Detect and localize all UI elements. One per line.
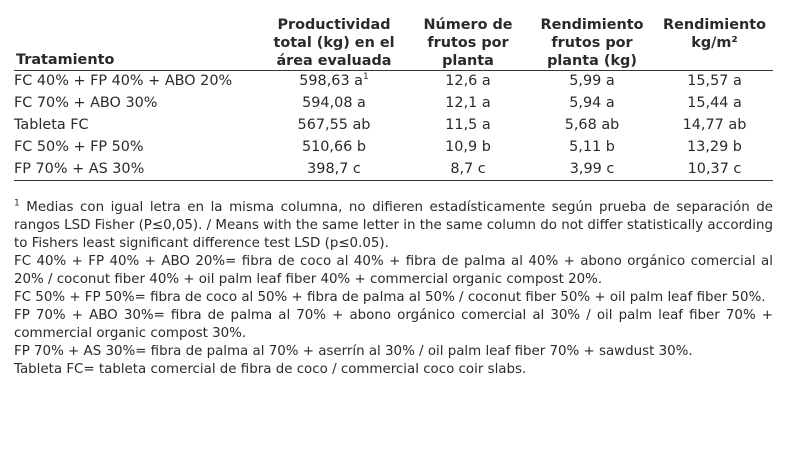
header-spacer xyxy=(656,52,773,70)
cell-frutos: 10,9 b xyxy=(445,139,491,155)
header-productividad xyxy=(260,10,408,70)
table-row xyxy=(14,158,773,180)
cell-frutos: 12,1 a xyxy=(445,95,491,111)
cell-productividad: 510,66 b xyxy=(301,139,367,155)
header-tratamiento: Tratamiento xyxy=(16,51,115,68)
header-line: kg/m² xyxy=(691,34,738,51)
header-line: frutos por xyxy=(427,34,509,51)
header-line: Productividad xyxy=(277,16,391,33)
cell-value: 598,63 a xyxy=(299,73,363,90)
table-header xyxy=(14,10,773,70)
results-table xyxy=(14,10,773,181)
cell-productividad xyxy=(260,70,408,92)
cell-frutos: 8,7 c xyxy=(450,160,486,177)
cell-productividad: 567,55 ab xyxy=(297,117,371,133)
header-numero-frutos xyxy=(408,10,528,70)
cell-rend-m2: 15,57 a xyxy=(687,73,742,90)
footnote-marker: 1 xyxy=(363,72,369,83)
cell-rend-m2: 15,44 a xyxy=(687,95,742,111)
header-rendimiento-m2 xyxy=(656,10,773,70)
cell-rend-planta: 3,99 c xyxy=(569,160,615,177)
header-line: Número de xyxy=(423,16,513,33)
cell-rend-m2: 10,37 c xyxy=(687,160,742,177)
cell-rend-m2: 14,77 ab xyxy=(682,117,747,133)
table-row xyxy=(14,114,773,136)
cell-productividad: 398,7 c xyxy=(307,160,361,177)
cell-rend-planta: 5,11 b xyxy=(569,139,615,155)
table-row xyxy=(14,92,773,114)
cell-frutos: 11,5 a xyxy=(445,117,491,133)
definition-fc40-fp40-abo20: FC 40% + FP 40% + ABO 20%= fibra de coco al 40% + fibra de palma al 40% + abono orgánico comercial al 20% / coconut fiber 40% + oil palm leaf fiber 40% + commercial organic compost 20%. xyxy=(14,254,773,287)
header-line: planta (kg) xyxy=(547,52,637,69)
footnotes xyxy=(14,199,773,379)
cell-rend-planta: 5,68 ab xyxy=(564,117,620,133)
definition-fp70-abo30: FP 70% + ABO 30%= fibra de palma al 70% + abono orgánico comercial al 30% / oil palm leaf fiber 70% + commercial organic compost 30%. xyxy=(14,308,773,341)
header-rendimiento-frutos xyxy=(528,10,656,70)
header-line: Rendimiento xyxy=(540,16,644,33)
header-line: planta xyxy=(442,52,494,69)
table-row xyxy=(14,136,773,158)
header-line: frutos por xyxy=(551,34,633,51)
cell-tratamiento: Tableta FC xyxy=(14,117,89,133)
cell-frutos: 12,6 a xyxy=(445,73,491,90)
cell-tratamiento: FC 50% + FP 50% xyxy=(14,139,144,155)
cell-rend-m2: 13,29 b xyxy=(687,139,742,155)
header-line: total (kg) en el xyxy=(273,34,395,51)
header-line: área evaluada xyxy=(276,52,392,69)
definition-tableta-fc: Tableta FC= tableta comercial de fibra de coco / commercial coco coir slabs. xyxy=(14,362,527,377)
header-line: Rendimiento xyxy=(662,16,767,33)
definition-fc50-fp50: FC 50% + FP 50%= fibra de coco al 50% + fibra de palma al 50% / coconut fiber 50% + oil palm leaf fiber 50%. xyxy=(14,290,766,305)
table-body xyxy=(14,70,773,180)
definition-fp70-as30: FP 70% + AS 30%= fibra de palma al 70% + aserrín al 30% / oil palm leaf fiber 70% + sawdust 30%. xyxy=(14,344,693,359)
cell-rend-planta: 5,99 a xyxy=(569,73,615,90)
cell-tratamiento: FP 70% + AS 30% xyxy=(14,160,145,177)
cell-rend-planta: 5,94 a xyxy=(569,95,615,111)
footnote-text: Medias con igual letra en la misma columna, no difieren estadísticamente según prueba de separación de rangos LSD Fisher (P≤0,05). / Means with the same letter in the same column do not differ statistically according to Fishers least significant difference test LSD (p≤0.05). xyxy=(14,200,773,251)
cell-tratamiento: FC 40% + FP 40% + ABO 20% xyxy=(14,73,233,90)
cell-tratamiento: FC 70% + ABO 30% xyxy=(14,95,158,111)
table-row xyxy=(14,70,773,92)
footnote-marker: 1 xyxy=(14,198,20,209)
footnote-statistics xyxy=(14,199,773,253)
cell-productividad: 594,08 a xyxy=(302,95,366,111)
